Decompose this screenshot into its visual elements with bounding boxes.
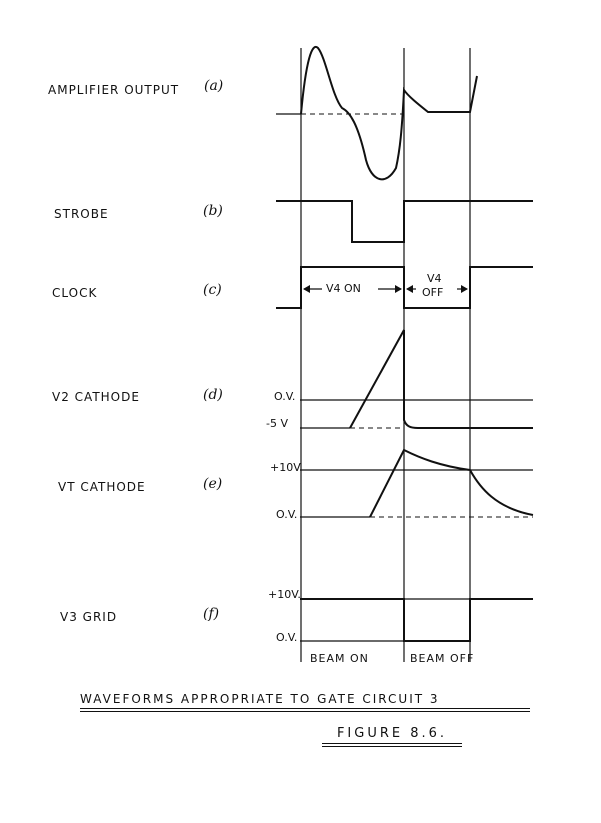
arrowhead-left	[303, 285, 310, 293]
clock-waveform	[276, 267, 533, 308]
clock-on-label: V4 ON	[326, 282, 361, 295]
clock-off-label-top: V4	[427, 272, 442, 285]
figure-caption: WAVEFORMS APPROPRIATE TO GATE CIRCUIT 3	[80, 692, 530, 712]
row-label-f: V3 GRID	[60, 610, 118, 624]
level-d-upper: O.V.	[274, 390, 296, 403]
row-tag-d: (d)	[203, 387, 223, 403]
row-label-e: VT CATHODE	[58, 480, 146, 494]
row-tag-b: (b)	[203, 203, 223, 219]
row-tag-c: (c)	[203, 282, 222, 298]
row-label-a: AMPLIFIER OUTPUT	[48, 83, 180, 97]
level-f-upper: +10V.	[268, 588, 301, 601]
v2-waveform	[350, 330, 533, 428]
beam-on-label: BEAM ON	[310, 652, 369, 665]
row-label-d: V2 CATHODE	[52, 390, 140, 404]
figure-number: FIGURE 8.6.	[322, 726, 462, 747]
amp-waveform	[301, 47, 477, 179]
row-tag-a: (a)	[204, 78, 224, 94]
clock-off-label-bottom: OFF	[422, 286, 444, 299]
level-e-lower: O.V.	[276, 508, 298, 521]
strobe-waveform	[276, 201, 533, 242]
row-label-c: CLOCK	[52, 286, 98, 300]
arrowhead-left-2	[406, 285, 413, 293]
beam-off-label: BEAM OFF	[410, 652, 475, 665]
level-d-lower: -5 V	[266, 417, 288, 430]
arrowhead-right-2	[461, 285, 468, 293]
row-label-b: STROBE	[54, 207, 109, 221]
level-f-lower: O.V.	[276, 631, 298, 644]
row-tag-e: (e)	[203, 476, 223, 492]
row-tag-f: (f)	[203, 606, 220, 622]
vt-waveform	[370, 450, 533, 517]
arrowhead-right	[395, 285, 402, 293]
level-e-upper: +10V	[270, 461, 301, 474]
v3-waveform	[300, 599, 533, 641]
